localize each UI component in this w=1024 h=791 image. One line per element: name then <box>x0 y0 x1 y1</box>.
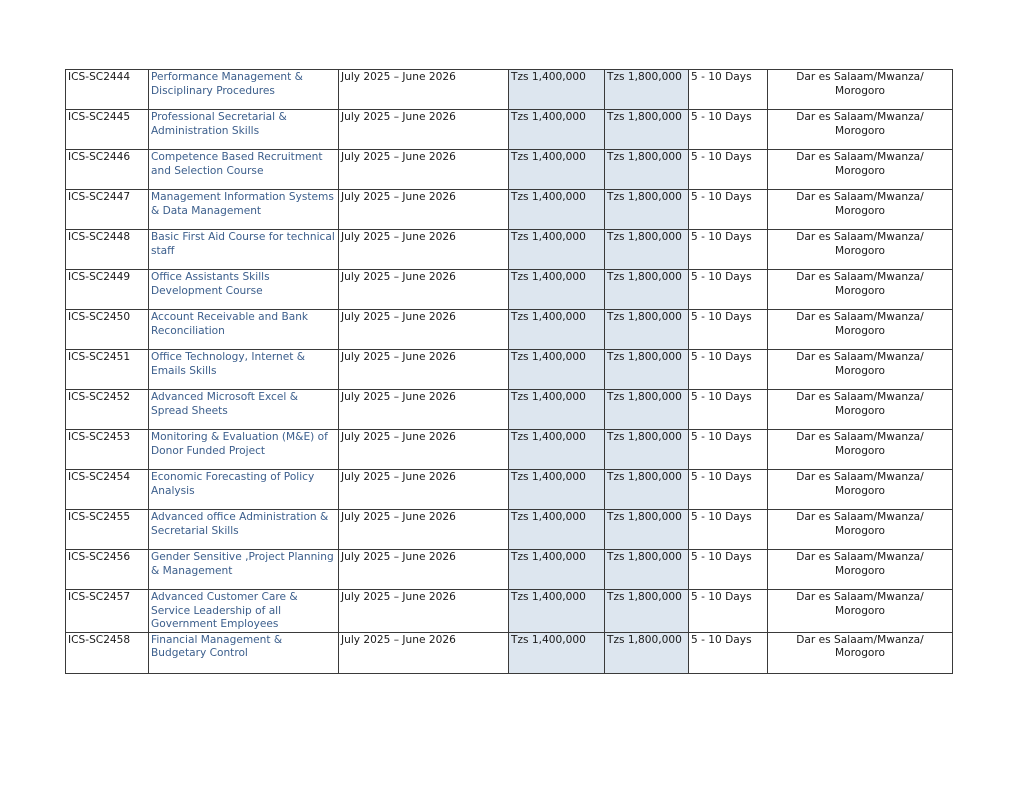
course-fee-local: Tzs 1,400,000 <box>509 70 605 110</box>
course-code: ICS-SC2446 <box>66 150 149 190</box>
course-code: ICS-SC2455 <box>66 510 149 550</box>
course-title: Advanced Customer Care & Service Leadership of all Government Employees <box>149 590 339 633</box>
course-fee-residential: Tzs 1,800,000 <box>605 110 689 150</box>
course-duration: 5 - 10 Days <box>689 510 768 550</box>
course-period: July 2025 – June 2026 <box>339 390 509 430</box>
table-row <box>66 270 953 310</box>
course-duration: 5 - 10 Days <box>689 550 768 590</box>
course-title: Gender Sensitive ,Project Planning & Management <box>149 550 339 590</box>
course-fee-local: Tzs 1,400,000 <box>509 632 605 673</box>
table-row <box>66 390 953 430</box>
course-fee-local: Tzs 1,400,000 <box>509 470 605 510</box>
course-period: July 2025 – June 2026 <box>339 230 509 270</box>
course-fee-local: Tzs 1,400,000 <box>509 430 605 470</box>
course-fee-residential: Tzs 1,800,000 <box>605 270 689 310</box>
course-code: ICS-SC2450 <box>66 310 149 350</box>
course-period: July 2025 – June 2026 <box>339 190 509 230</box>
course-period: July 2025 – June 2026 <box>339 110 509 150</box>
course-fee-residential: Tzs 1,800,000 <box>605 430 689 470</box>
table-row <box>66 590 953 633</box>
course-location: Dar es Salaam/Mwanza/ Morogoro <box>768 430 953 470</box>
course-title: Advanced Microsoft Excel & Spread Sheets <box>149 390 339 430</box>
course-period: July 2025 – June 2026 <box>339 550 509 590</box>
course-fee-residential: Tzs 1,800,000 <box>605 190 689 230</box>
course-code: ICS-SC2453 <box>66 430 149 470</box>
course-title: Professional Secretarial & Administration Skills <box>149 110 339 150</box>
course-schedule-table <box>65 69 953 674</box>
course-fee-local: Tzs 1,400,000 <box>509 590 605 633</box>
course-title: Account Receivable and Bank Reconciliation <box>149 310 339 350</box>
table-row <box>66 190 953 230</box>
course-duration: 5 - 10 Days <box>689 350 768 390</box>
course-duration: 5 - 10 Days <box>689 230 768 270</box>
course-duration: 5 - 10 Days <box>689 190 768 230</box>
course-fee-residential: Tzs 1,800,000 <box>605 632 689 673</box>
course-code: ICS-SC2449 <box>66 270 149 310</box>
course-period: July 2025 – June 2026 <box>339 310 509 350</box>
course-location: Dar es Salaam/Mwanza/ Morogoro <box>768 190 953 230</box>
table-row <box>66 310 953 350</box>
course-fee-local: Tzs 1,400,000 <box>509 510 605 550</box>
course-code: ICS-SC2445 <box>66 110 149 150</box>
course-code: ICS-SC2457 <box>66 590 149 633</box>
course-fee-local: Tzs 1,400,000 <box>509 390 605 430</box>
table-row <box>66 470 953 510</box>
course-location: Dar es Salaam/Mwanza/ Morogoro <box>768 270 953 310</box>
course-title: Monitoring & Evaluation (M&E) of Donor Funded Project <box>149 430 339 470</box>
course-fee-local: Tzs 1,400,000 <box>509 190 605 230</box>
course-code: ICS-SC2447 <box>66 190 149 230</box>
course-location: Dar es Salaam/Mwanza/ Morogoro <box>768 390 953 430</box>
course-fee-residential: Tzs 1,800,000 <box>605 310 689 350</box>
table-row <box>66 550 953 590</box>
course-fee-local: Tzs 1,400,000 <box>509 230 605 270</box>
table-row <box>66 110 953 150</box>
course-period: July 2025 – June 2026 <box>339 470 509 510</box>
course-duration: 5 - 10 Days <box>689 590 768 633</box>
course-duration: 5 - 10 Days <box>689 632 768 673</box>
course-period: July 2025 – June 2026 <box>339 632 509 673</box>
course-location: Dar es Salaam/Mwanza/ Morogoro <box>768 470 953 510</box>
course-title: Competence Based Recruitment and Selection Course <box>149 150 339 190</box>
course-table-body <box>66 70 953 674</box>
course-code: ICS-SC2456 <box>66 550 149 590</box>
course-duration: 5 - 10 Days <box>689 390 768 430</box>
table-row <box>66 350 953 390</box>
course-title: Performance Management & Disciplinary Procedures <box>149 70 339 110</box>
table-row <box>66 70 953 110</box>
table-row <box>66 510 953 550</box>
course-location: Dar es Salaam/Mwanza/ Morogoro <box>768 230 953 270</box>
course-period: July 2025 – June 2026 <box>339 430 509 470</box>
course-period: July 2025 – June 2026 <box>339 510 509 550</box>
course-title: Advanced office Administration & Secretarial Skills <box>149 510 339 550</box>
course-fee-local: Tzs 1,400,000 <box>509 550 605 590</box>
course-fee-residential: Tzs 1,800,000 <box>605 150 689 190</box>
course-fee-residential: Tzs 1,800,000 <box>605 470 689 510</box>
table-row <box>66 150 953 190</box>
course-code: ICS-SC2452 <box>66 390 149 430</box>
course-fee-residential: Tzs 1,800,000 <box>605 230 689 270</box>
course-title: Financial Management & Budgetary Control <box>149 632 339 673</box>
course-location: Dar es Salaam/Mwanza/ Morogoro <box>768 510 953 550</box>
course-title: Management Information Systems & Data Management <box>149 190 339 230</box>
course-code: ICS-SC2454 <box>66 470 149 510</box>
course-location: Dar es Salaam/Mwanza/ Morogoro <box>768 632 953 673</box>
course-fee-local: Tzs 1,400,000 <box>509 150 605 190</box>
course-title: Office Assistants Skills Development Course <box>149 270 339 310</box>
course-code: ICS-SC2451 <box>66 350 149 390</box>
course-period: July 2025 – June 2026 <box>339 150 509 190</box>
table-row <box>66 430 953 470</box>
table-row <box>66 230 953 270</box>
course-title: Office Technology, Internet & Emails Skills <box>149 350 339 390</box>
course-fee-local: Tzs 1,400,000 <box>509 110 605 150</box>
course-duration: 5 - 10 Days <box>689 110 768 150</box>
course-period: July 2025 – June 2026 <box>339 270 509 310</box>
course-location: Dar es Salaam/Mwanza/ Morogoro <box>768 70 953 110</box>
course-duration: 5 - 10 Days <box>689 430 768 470</box>
course-fee-residential: Tzs 1,800,000 <box>605 390 689 430</box>
course-title: Basic First Aid Course for technical staff <box>149 230 339 270</box>
course-location: Dar es Salaam/Mwanza/ Morogoro <box>768 350 953 390</box>
course-fee-local: Tzs 1,400,000 <box>509 350 605 390</box>
course-fee-local: Tzs 1,400,000 <box>509 310 605 350</box>
course-fee-local: Tzs 1,400,000 <box>509 270 605 310</box>
course-title: Economic Forecasting of Policy Analysis <box>149 470 339 510</box>
course-fee-residential: Tzs 1,800,000 <box>605 590 689 633</box>
course-period: July 2025 – June 2026 <box>339 590 509 633</box>
course-fee-residential: Tzs 1,800,000 <box>605 70 689 110</box>
course-duration: 5 - 10 Days <box>689 470 768 510</box>
course-location: Dar es Salaam/Mwanza/ Morogoro <box>768 550 953 590</box>
course-code: ICS-SC2458 <box>66 632 149 673</box>
course-location: Dar es Salaam/Mwanza/ Morogoro <box>768 110 953 150</box>
course-duration: 5 - 10 Days <box>689 70 768 110</box>
course-fee-residential: Tzs 1,800,000 <box>605 510 689 550</box>
course-location: Dar es Salaam/Mwanza/ Morogoro <box>768 590 953 633</box>
course-period: July 2025 – June 2026 <box>339 70 509 110</box>
course-period: July 2025 – June 2026 <box>339 350 509 390</box>
table-row <box>66 632 953 673</box>
course-duration: 5 - 10 Days <box>689 310 768 350</box>
course-location: Dar es Salaam/Mwanza/ Morogoro <box>768 310 953 350</box>
course-fee-residential: Tzs 1,800,000 <box>605 350 689 390</box>
course-duration: 5 - 10 Days <box>689 270 768 310</box>
course-code: ICS-SC2444 <box>66 70 149 110</box>
course-fee-residential: Tzs 1,800,000 <box>605 550 689 590</box>
course-duration: 5 - 10 Days <box>689 150 768 190</box>
course-location: Dar es Salaam/Mwanza/ Morogoro <box>768 150 953 190</box>
course-code: ICS-SC2448 <box>66 230 149 270</box>
